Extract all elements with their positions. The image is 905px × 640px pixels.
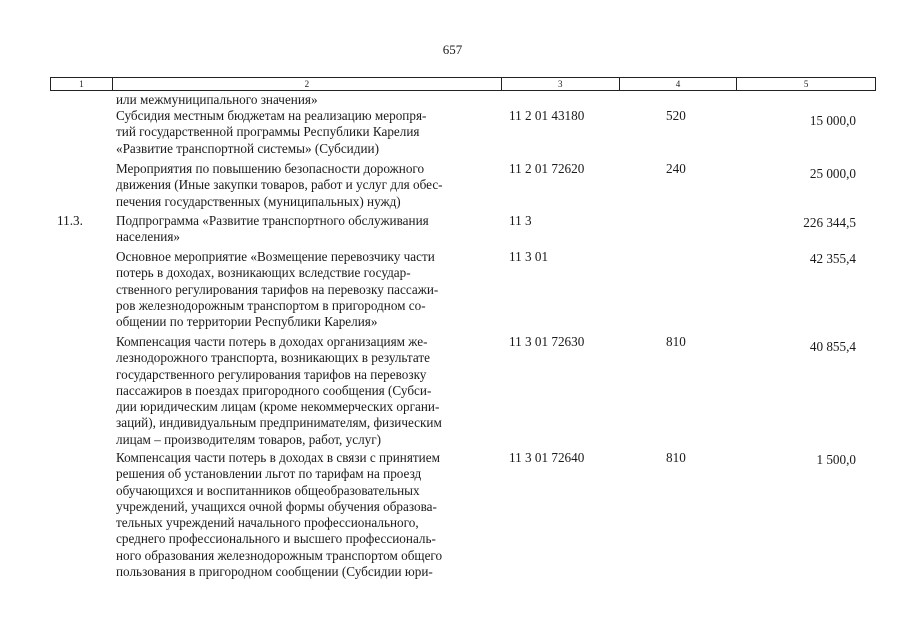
row-amount: 25 000,0 bbox=[809, 166, 856, 181]
table-row bbox=[0, 108, 905, 161]
table-header bbox=[50, 77, 876, 91]
row-code: 11 3 01 72640 bbox=[509, 450, 585, 465]
row-expense-type: 810 bbox=[666, 334, 686, 349]
row-amount: 15 000,0 bbox=[809, 113, 856, 128]
row-code: 11 2 01 72620 bbox=[509, 161, 585, 176]
row-code: 11 2 01 43180 bbox=[509, 108, 585, 123]
row-expense-type: 240 bbox=[666, 161, 686, 176]
header-col-2: 2 bbox=[112, 78, 501, 90]
table-row bbox=[0, 334, 905, 450]
header-col-1: 1 bbox=[79, 79, 84, 89]
table-row bbox=[0, 92, 905, 108]
row-amount: 1 500,0 bbox=[816, 452, 856, 467]
row-description: Мероприятия по повышению безопасности дорожного движения (Иные закупки товаров, работ и услуг для обес- печения государственных (муниципальных) нужд) bbox=[116, 161, 443, 209]
table-row bbox=[0, 213, 905, 249]
row-amount: 42 355,4 bbox=[809, 251, 856, 266]
row-description: Компенсация части потерь в доходах организациям же- лезнодорожного транспорта, возникающих в результате государственного регулирования тарифов на перевозку пассажиров в поездах пригородного сообщения (Субси- дии юридическим лицам (кроме некоммерческих органи- заций), индивидуальным предпринимателям, физическим лицам – производителям товаров, работ, услуг) bbox=[116, 334, 442, 447]
row-description: Субсидия местным бюджетам на реализацию меропря- тий государственной программы Республики Карелия «Развитие транспортной системы» (Субсидии) bbox=[116, 108, 427, 156]
table-row bbox=[0, 161, 905, 213]
table-body bbox=[0, 92, 905, 582]
page-number: 657 bbox=[442, 42, 463, 57]
row-code: 11 3 bbox=[509, 213, 532, 228]
row-expense-type: 810 bbox=[666, 450, 686, 465]
header-col-3: 3 bbox=[501, 78, 619, 90]
header-col-5: 5 bbox=[736, 78, 875, 90]
row-amount: 226 344,5 bbox=[803, 215, 856, 230]
row-description: Основное мероприятие «Возмещение перевозчику части потерь в доходах, возникающих вследствие государ- ственного регулирования тарифов на перевозку пассажи- ров железнодорожным транспортом в пригородном со- общении по территории Республики Карелия» bbox=[116, 249, 439, 330]
row-amount: 40 855,4 bbox=[809, 339, 856, 354]
row-description: Подпрограмма «Развитие транспортного обслуживания населения» bbox=[116, 213, 429, 245]
row-description: или межмуниципального значения» bbox=[116, 92, 318, 107]
row-code: 11 3 01 bbox=[509, 249, 549, 264]
row-description: Компенсация части потерь в доходах в связи с принятием решения об установлении льгот по тарифам на проезд обучающихся и воспитанников общеобразовательных учреждений, учащихся очной формы обучения образова- тельных учреждений начального профессионального, среднего профессионального и высшего профессиональ- ного образования железнодорожным транспортом общего пользования в пригородном сообщении (Субсидии юри- bbox=[116, 450, 443, 580]
table-row bbox=[0, 249, 905, 334]
row-code: 11 3 01 72630 bbox=[509, 334, 585, 349]
table-row bbox=[0, 450, 905, 582]
row-number: 11.3. bbox=[57, 213, 83, 228]
row-expense-type: 520 bbox=[666, 108, 686, 123]
header-col-4: 4 bbox=[619, 78, 737, 90]
